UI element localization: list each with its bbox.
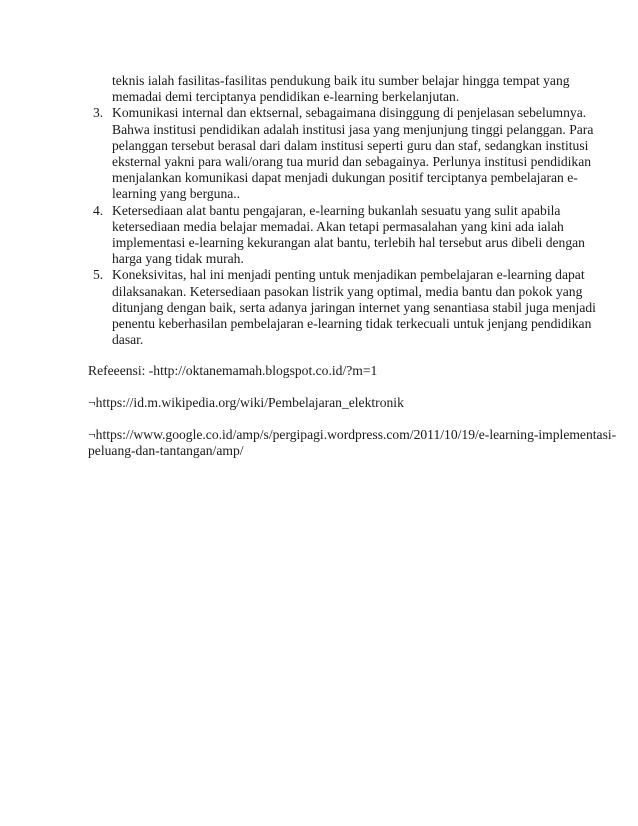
reference-1 — [88, 363, 566, 379]
reference-text: ¬https://www.google.co.id/amp/s/pergipagi.wordpress.com/2011/10/19/e-learning-implementasi- — [88, 426, 617, 442]
list-number: 3. — [93, 105, 104, 121]
reference-2 — [88, 395, 566, 411]
text-line: harga yang tidak murah. — [112, 251, 244, 267]
text-line: dasar. — [112, 332, 144, 348]
text-line: ketersediaan media belajar memadai. Akan tetapi permasalahan yang kini ada ialah — [112, 218, 564, 234]
text-line: ditunjang dengan baik, serta adanya jaringan internet yang senantiasa stabil juga menjadi — [112, 299, 596, 315]
text-line: pelanggan tersebut berasal dari dalam institusi seperti guru dan staf, sedangkan institusi — [112, 137, 589, 153]
list-number: 5. — [93, 267, 104, 283]
text-line: dilaksanakan. Ketersediaan pasokan listrik yang optimal, media bantu dan pokok yang — [112, 283, 583, 299]
text-line: Komunikasi internal dan ektsernal, sebagaimana disinggung di penjelasan sebelumnya. — [112, 105, 587, 121]
list-item-5 — [88, 267, 596, 348]
list-item-4 — [88, 202, 585, 268]
references-section — [88, 363, 617, 459]
text-line: memadai demi terciptanya pendidikan e-learning berkelanjutan. — [112, 89, 460, 105]
reference-text: ¬https://id.m.wikipedia.org/wiki/Pembelajaran_elektronik — [88, 395, 404, 411]
text-line: teknis ialah fasilitas-fasilitas pendukung baik itu sumber belajar hingga tempat yang — [112, 73, 570, 88]
text-line: Koneksivitas, hal ini menjadi penting untuk menjadikan pembelajaran e-learning dapat — [112, 267, 585, 283]
text-line: Ketersediaan alat bantu pengajaran, e-learning bukanlah sesuatu yang sulit apabila — [112, 202, 561, 218]
text-line: implementasi e-learning kekurangan alat bantu, terlebih hal tersebut arus dibeli dengan — [112, 235, 585, 251]
text-line: eksternal yakni para wali/orang tua murid dan sebagainya. Perlunya institusi pendidikan — [112, 154, 592, 170]
document-body — [88, 73, 617, 475]
list-number: 4. — [93, 202, 104, 218]
continuation-paragraph — [112, 73, 570, 105]
text-line: menjalankan komunikasi dapat menjadi dukungan positif terciptanya pembelajaran e- — [112, 170, 578, 186]
text-line: Bahwa institusi pendidikan adalah institusi jasa yang menjunjung tinggi pelanggan. Para — [112, 121, 594, 137]
reference-text: Refeeensi: -http://oktanemamah.blogspot.co.id/?m=1 — [88, 363, 378, 379]
reference-3 — [88, 426, 617, 459]
text-line: penentu keberhasilan pembelajaran e-learning tidak terkecuali untuk jenjang pendidikan — [112, 316, 592, 332]
reference-text: peluang-dan-tantangan/amp/ — [88, 443, 244, 459]
list-item-3 — [88, 105, 594, 202]
text-line: learning yang berguna.. — [112, 186, 241, 202]
